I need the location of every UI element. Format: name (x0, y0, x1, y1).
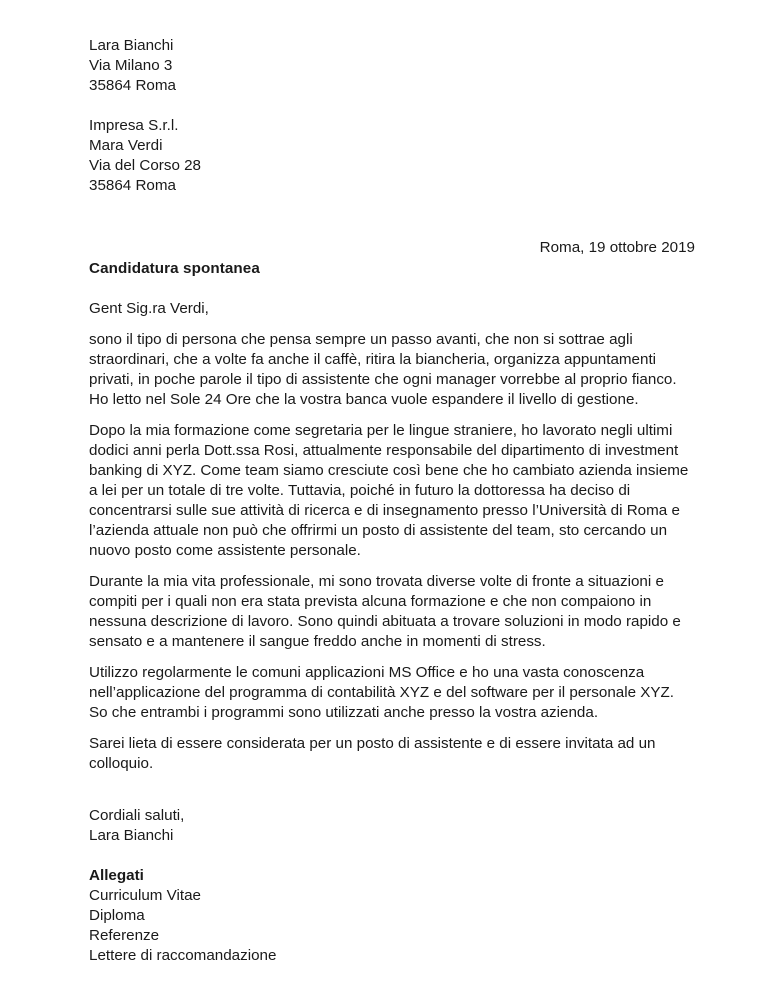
attachment-item: Lettere di raccomandazione (89, 947, 277, 964)
sender-city: 35864 Roma (89, 77, 176, 94)
body-paragraph-3: Durante la mia vita professionale, mi sono trovata diverse volte di fronte a situazioni e compiti per i quali non era stata prevista alcuna formazione e che non compaiono in nessuna descrizione di lavoro. Sono quindi abituata a trovare soluzioni in modo rapido e sensato e a mantenere il sangue freddo anche in momenti di stress. (89, 573, 681, 650)
body-paragraph-4: Utilizzo regolarmente le comuni applicazioni MS Office e ho una vasta conoscenza nell’applicazione del programma di contabilità XYZ e del software per il personale XYZ. So che entrambi i programmi sono utilizzati anche presso la vostra azienda. (89, 664, 675, 721)
sender-name: Lara Bianchi (89, 37, 174, 54)
subject-line: Candidatura spontanea (89, 260, 260, 277)
recipient-street: Via del Corso 28 (89, 157, 202, 174)
date-line: Roma, 19 ottobre 2019 (539, 239, 695, 256)
recipient-city: 35864 Roma (89, 177, 176, 194)
attachments-list (89, 886, 695, 966)
recipient-address-block (89, 116, 695, 196)
recipient-name: Mara Verdi (89, 137, 163, 154)
attachments-heading: Allegati (89, 867, 144, 884)
sender-street: Via Milano 3 (89, 57, 173, 74)
attachment-item: Curriculum Vitae (89, 887, 201, 904)
recipient-company: Impresa S.r.l. (89, 117, 179, 134)
attachment-item: Diploma (89, 907, 145, 924)
valediction: Cordiali saluti, (89, 807, 185, 824)
attachment-item: Referenze (89, 927, 160, 944)
closing-block (89, 806, 695, 846)
sender-address-block (89, 36, 695, 96)
salutation: Gent Sig.ra Verdi, (89, 300, 209, 317)
signature-name: Lara Bianchi (89, 827, 174, 844)
body-paragraph-1: sono il tipo di persona che pensa sempre un passo avanti, che non si sottrae agli straordinari, che a volte fa anche il caffè, ritira la biancheria, organizza appuntamenti privati, in poche parole il tipo di assistente che ogni manager vorrebbe al proprio fianco. Ho letto nel Sole 24 Ore che la vostra banca vuole espandere il livello di gestione. (89, 331, 677, 408)
body-paragraph-5: Sarei lieta di essere considerata per un posto di assistente e di essere invitata ad un colloquio. (89, 735, 656, 772)
body-paragraph-2: Dopo la mia formazione come segretaria per le lingue straniere, ho lavorato negli ultimi dodici anni perla Dott.ssa Rosi, attualmente responsabile del dipartimento di investment banking di XYZ. Come team siamo cresciute così bene che ho cambiato azienda insieme a lei per un totale di tre volte. Tuttavia, poiché in futuro la dottoressa ha deciso di concentrarsi sulle sue attività di ricerca e di insegnamento presso l’Università di Roma e l’azienda attuale non può che offrirmi un posto di assistente del team, sto cercando un nuovo posto come assistente personale. (89, 422, 689, 559)
